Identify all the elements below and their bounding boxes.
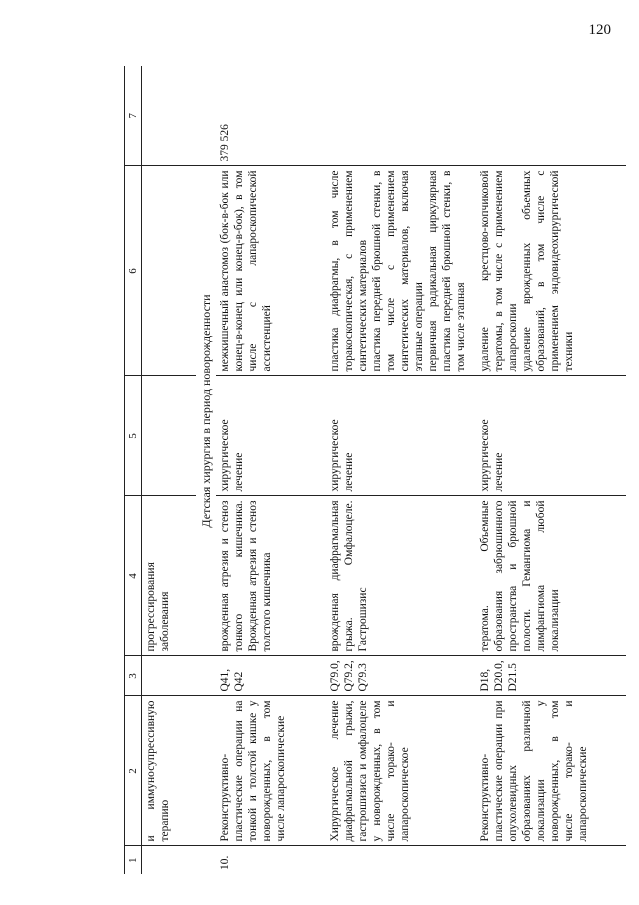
row-number: [142, 846, 196, 874]
table-row: [476, 66, 626, 874]
row-number: [476, 846, 626, 874]
header-col-3: 3: [125, 656, 142, 696]
section-title: Детская хирургия в период новорожденности: [196, 166, 216, 656]
row-number: 10.: [216, 846, 326, 874]
rotated-table-wrapper: [124, 66, 639, 874]
row-price: [476, 66, 626, 166]
row-price: [142, 66, 196, 166]
row-name: Реконструктивно-пластические операции при опухолевидных образованиях различной локализации у новорожденных, в том числе торако- и лапароскопические: [476, 696, 626, 846]
row-model: прогрессирования заболевания: [142, 496, 196, 656]
row-treatment: хирургическое лечение: [326, 376, 476, 496]
row-name: Реконструктивно-пластические операции на тонкой и толстой кишке у новорожденных, в том числе лапароскопические: [216, 696, 326, 846]
row-method: [142, 166, 196, 376]
row-codes: D18, D20.0, D21.5: [476, 656, 626, 696]
header-col-5: 5: [125, 376, 142, 496]
row-method: удаление крестцово-копчиковой тератомы, в том числе с применением лапароскопии удаление врожденных объемных образований, в том числе с применением эндовидеохирургической техники: [476, 166, 626, 376]
header-col-2: 2: [125, 696, 142, 846]
header-row: [125, 66, 142, 874]
row-treatment: хирургическое лечение: [216, 376, 326, 496]
row-name: и иммуносупрессивную терапию: [142, 696, 196, 846]
header-col-4: 4: [125, 496, 142, 656]
row-name: Хирургическое лечение диафрагмальной грыжи, гастрошизиса и омфалоцеле у новорожденных, в том числе торако- и лапароскопическое: [326, 696, 476, 846]
row-treatment: хирургическое лечение: [476, 376, 626, 496]
row-price: [326, 66, 476, 166]
row-treatment: [142, 376, 196, 496]
row-method: межкишечный анастомоз (бок-в-бок или конец-в-конец или конец-в-бок), в том числе с лапароскопической ассистенцией: [216, 166, 326, 376]
services-table: [124, 66, 626, 874]
header-col-7: 7: [125, 66, 142, 166]
section-row: [196, 66, 216, 874]
row-model: тератома. Объемные образования забрюшинного пространства и брюшной полости. Гемангиома и лимфангиома любой локализации: [476, 496, 626, 656]
row-model: врожденная диафрагмальная грыжа. Омфалоцеле. Гастрошизис: [326, 496, 476, 656]
row-codes: [142, 656, 196, 696]
row-codes: Q41, Q42: [216, 656, 326, 696]
row-model: врожденная атрезия и стеноз тонкого кишечника. Врожденная атрезия и стеноз толстого кишечника: [216, 496, 326, 656]
table-row: [216, 66, 326, 874]
row-number: [326, 846, 476, 874]
table-row: [326, 66, 476, 874]
header-col-1: 1: [125, 846, 142, 874]
row-codes: Q79.0, Q79.2, Q79.3: [326, 656, 476, 696]
row-method: пластика диафрагмы, в том числе торакоскопическая, с применением синтетических материалов пластика передней брюшной стенки, в том числе с применением синтетических материалов, включая этапные операции первичная радикальная циркулярная пластика передней брюшной стенки, в том числе этапная: [326, 166, 476, 376]
page-number: 120: [588, 22, 611, 38]
header-col-6: 6: [125, 166, 142, 376]
table-row: [142, 66, 196, 874]
row-price: 379 526: [218, 124, 231, 162]
